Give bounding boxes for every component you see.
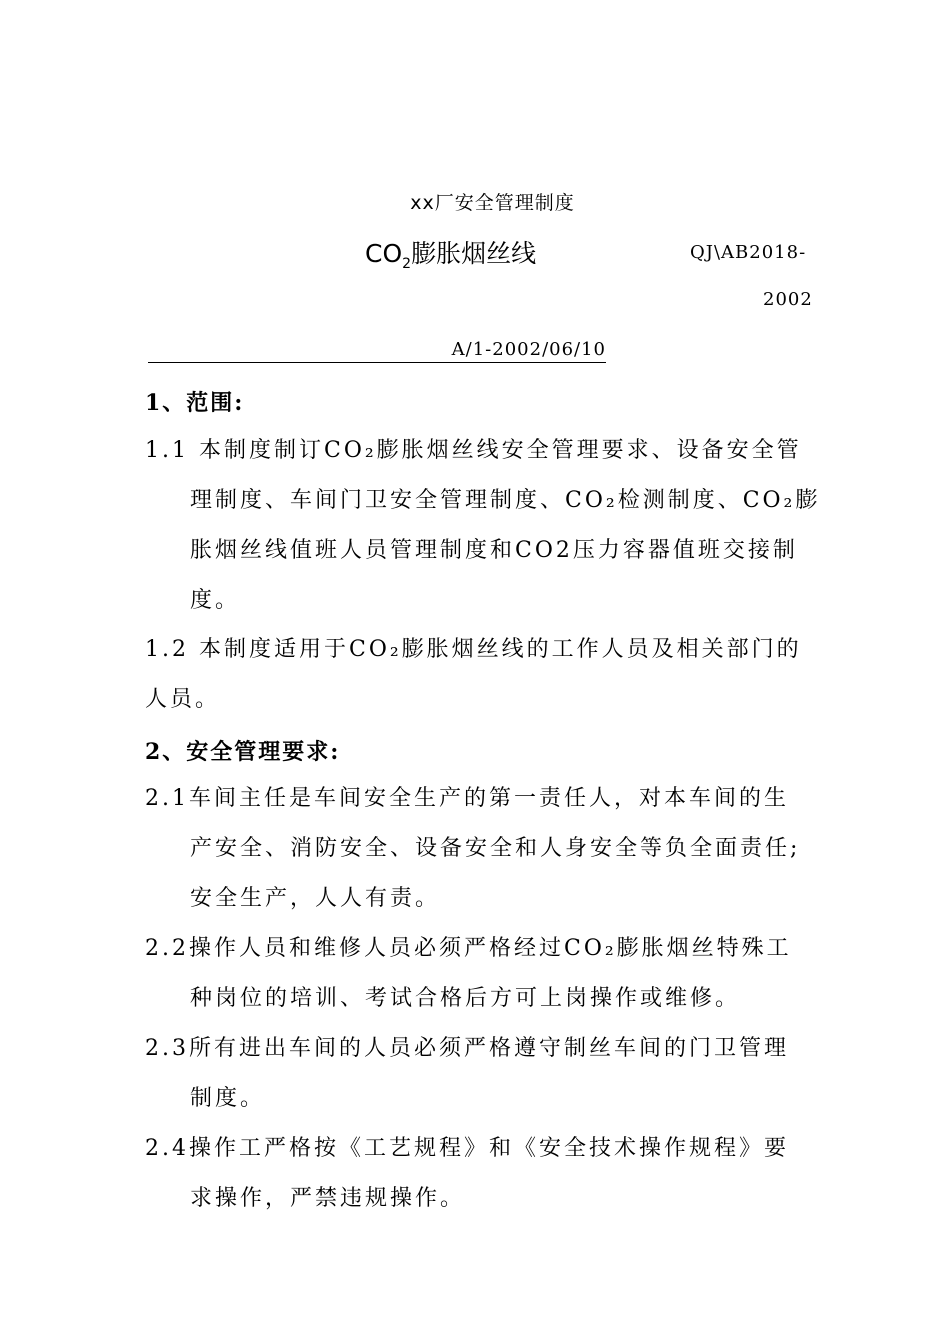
paragraph-line: 2.4操作工严格按《工艺规程》和《安全技术操作规程》要 — [145, 1136, 789, 1161]
paragraph-line: 种岗位的培训、考试合格后方可上岗操作或维修。 — [190, 986, 741, 1011]
paragraph-line: 2.1车间主任是车间安全生产的第一责任人，对本车间的生 — [145, 786, 789, 811]
paragraph-2-3 — [145, 1024, 825, 1124]
paragraph-line: 胀烟丝线值班人员管理制度和CO2压力容器值班交接制 — [190, 538, 798, 563]
title-rest: 膨胀烟丝线 — [411, 239, 537, 268]
title-subscript: 2 — [402, 256, 412, 272]
paragraph-line: 制度。 — [190, 1086, 266, 1111]
paragraph-line: 1.2 本制度适用于CO₂膨胀烟丝线的工作人员及相关部门的 — [145, 637, 802, 662]
paragraph-2-2 — [145, 924, 825, 1024]
paragraph-1-2 — [145, 625, 825, 725]
paragraph-line: 产安全、消防安全、设备安全和人身安全等负全面责任; — [190, 836, 801, 861]
paragraph-line: 求操作，严禁违规操作。 — [190, 1186, 466, 1211]
paragraph-line: 2.2操作人员和维修人员必须严格经过CO₂膨胀烟丝特殊工 — [145, 936, 792, 961]
paragraph-2-1 — [145, 774, 825, 924]
paragraph-2-4 — [145, 1124, 825, 1224]
organization-title: xx厂安全管理制度 — [410, 192, 575, 214]
version-text: A/1-2002/06/10 — [451, 339, 606, 360]
section-2-heading: 2、安全管理要求: — [145, 739, 341, 765]
paragraph-line: 1.1 本制度制订CO₂膨胀烟丝线安全管理要求、设备安全管 — [145, 438, 802, 463]
paragraph-line: 人员。 — [145, 687, 221, 712]
version-line — [148, 338, 606, 363]
paragraph-line: 度。 — [190, 588, 241, 613]
section-1-heading: 1、范围: — [145, 390, 245, 416]
paragraph-line: 理制度、车间门卫安全管理制度、CO₂检测制度、CO₂膨 — [190, 488, 821, 513]
paragraph-1-1 — [145, 426, 825, 626]
document-code-line2: 2002 — [763, 289, 813, 310]
document-title — [365, 234, 536, 272]
title-co: CO — [365, 239, 403, 268]
document-code-line1: QJ\AB2018- — [690, 242, 807, 263]
paragraph-line: 安全生产，人人有责。 — [190, 886, 441, 911]
paragraph-line: 2.3所有进出车间的人员必须严格遵守制丝车间的门卫管理 — [145, 1036, 789, 1061]
